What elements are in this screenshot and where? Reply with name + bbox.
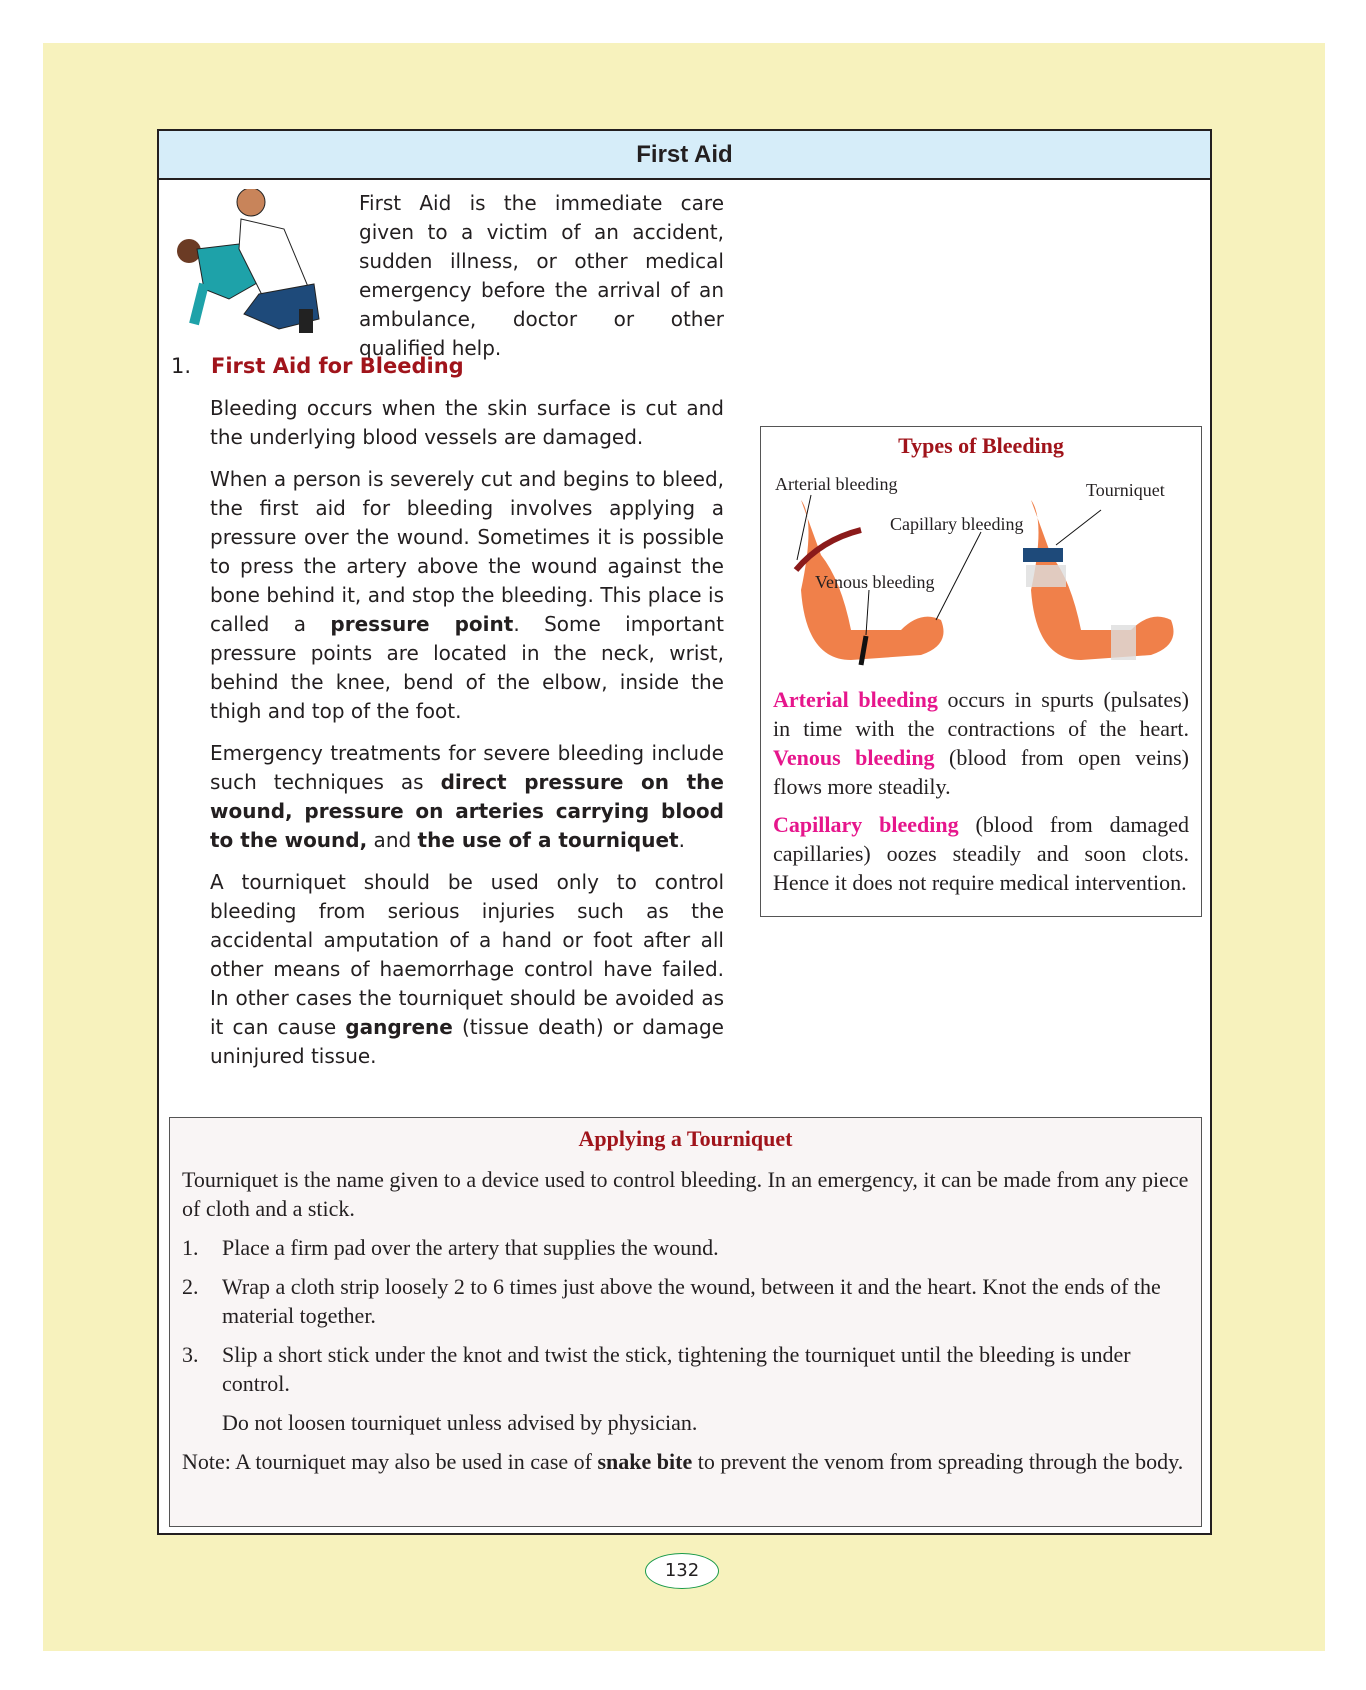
capillary-paragraph (773, 810, 1189, 897)
applying-tourniquet-box (169, 1117, 1202, 1527)
step-number: 3. (182, 1342, 199, 1367)
note-text-end: to prevent the venom from spreading through the body. (692, 1449, 1184, 1474)
step-number: 2. (182, 1274, 199, 1299)
step-text: Slip a short stick under the knot and twist the stick, tightening the tourniquet until the bleeding is under control. (222, 1342, 1131, 1396)
label-tourniquet: Tourniquet (1086, 480, 1165, 500)
types-description (773, 685, 1189, 897)
capillary-term: Capillary bleeding (773, 812, 959, 837)
p4-text: A tourniquet should be used only to control bleeding from serious injuries such as the accidental amputation of a hand or foot after all other means of haemorrhage control have failed. In other cases the tourniquet should be avoided as it can cause (210, 870, 724, 1039)
first-aid-panel (157, 129, 1212, 1535)
p3-bold-2: the use of a tourniquet (417, 828, 679, 852)
tourniquet-steps (182, 1233, 1189, 1398)
section-heading (171, 354, 464, 378)
section-number: 1. (171, 354, 192, 378)
p3-and: and (367, 828, 418, 852)
step-item (182, 1272, 1189, 1330)
tourniquet-title: Applying a Tourniquet (578, 1126, 793, 1151)
types-of-bleeding-box (760, 426, 1202, 917)
p4-end: (tissue death) or damage uninjured tissue. (210, 1015, 724, 1068)
step-item (182, 1233, 1189, 1262)
page-title: First Aid (159, 131, 1210, 180)
label-capillary: Capillary bleeding (890, 514, 1024, 534)
p4-bold: gangrene (345, 1015, 453, 1039)
venous-term: Venous bleeding (773, 745, 935, 770)
tourniquet-intro: Tourniquet is the name given to a device used to control bleeding. In an emergency, it can be made from any piece of cloth and a stick. (182, 1167, 1189, 1221)
tourniquet-warning: Do not loosen tourniquet unless advised by physician. (222, 1410, 698, 1435)
label-arterial: Arterial bleeding (775, 474, 898, 494)
p2-text-end: . Some important pressure points are located in the neck, wrist, behind the knee, bend of the elbow, inside the thigh and top of the foot. (210, 612, 724, 723)
tourniquet-note (182, 1447, 1189, 1476)
p2-bold: pressure point (330, 612, 514, 636)
venous-text: (blood from open veins) flows more steadily. (773, 745, 1190, 799)
intro-text: First Aid is the immediate care given to a victim of an accident, sudden illness, or other medical emergency before the arrival of an ambulance, doctor or other qualified help. (359, 191, 724, 360)
section-heading-text: First Aid for Bleeding (211, 354, 464, 378)
label-venous: Venous bleeding (815, 572, 935, 592)
page-number: 132 (645, 1553, 719, 1589)
arterial-term: Arterial bleeding (773, 687, 938, 712)
paragraph-1: Bleeding occurs when the skin surface is cut and the underlying blood vessels are damaged. (210, 396, 724, 449)
capillary-text: (blood from damaged capillaries) oozes steadily and soon clots. Hence it does not require medical intervention. (773, 812, 1190, 895)
step-number: 1. (182, 1235, 199, 1260)
note-bold: snake bite (597, 1449, 693, 1474)
p3-text: Emergency treatments for severe bleeding include such techniques as (210, 741, 724, 794)
step-text: Wrap a cloth strip loosely 2 to 6 times just above the wound, between it and the heart. Knot the ends of the material together. (222, 1274, 1161, 1328)
section-body (210, 394, 724, 1084)
p2-text: When a person is severely cut and begins to bleed, the first aid for bleeding involves applying a pressure over the wound. Sometimes it is possible to press the artery above the wound against the bone behind it, and stop the bleeding. This place is called a (210, 467, 724, 636)
paragraph-3 (210, 739, 724, 855)
first-aid-illustration (169, 189, 349, 349)
paragraph-4 (210, 868, 724, 1071)
p3-bold: direct pressure on the wound, pressure on arteries carrying blood to the wound, (210, 770, 724, 852)
types-title: Types of Bleeding (898, 433, 1064, 458)
note-text: Note: A tourniquet may also be used in case of (182, 1449, 598, 1474)
p3-end: . (678, 828, 685, 852)
arterial-text: occurs in spurts (pulsates) in time with the contractions of the heart. (773, 687, 1189, 741)
step-text: Place a firm pad over the artery that supplies the wound. (222, 1235, 719, 1260)
paragraph-2 (210, 465, 724, 726)
step-item (182, 1340, 1189, 1398)
bleeding-diagram (773, 460, 1189, 685)
